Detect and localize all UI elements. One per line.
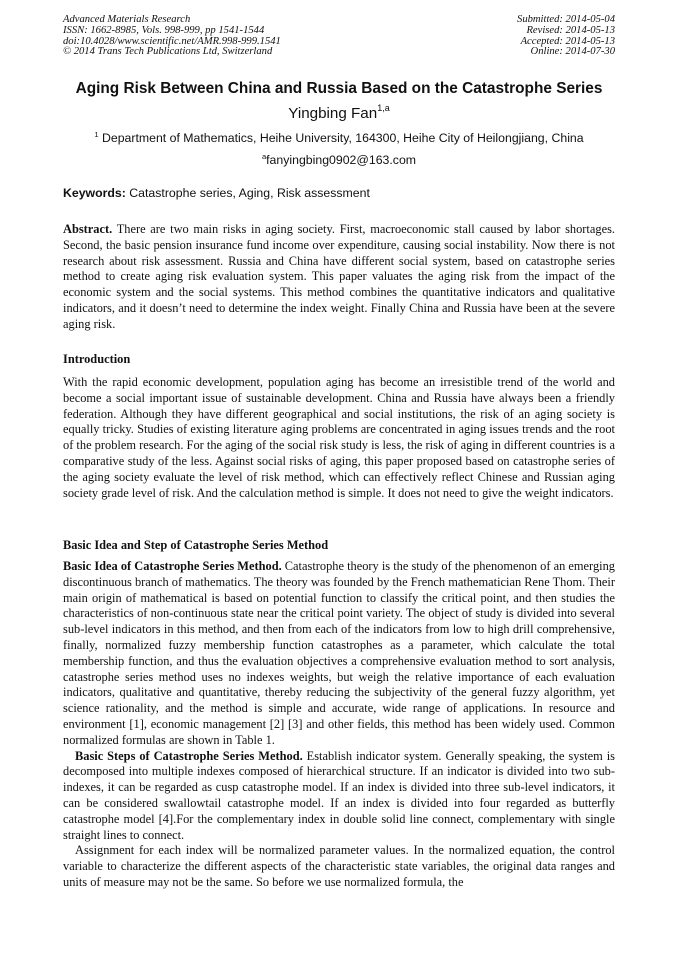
abstract [63, 222, 615, 333]
introduction-text: With the rapid economic development, population aging has become an irresistible trend of the world and become a social important issue of sustainable development. China and Russia have always been a friendly federation. Although they have different geographical and social institutions, the risk of an aging society is equally tricky. Studies of existing literature aging problems are concentrated in aging issues trends and the root of the problem research. For the aging of the social risk study is less, the risk of aging in different countries is a comparative study of the less. Against social risks of aging, this paper proposed based on catastrophe series of the aging society evaluate the level of risk method, which can effectively reflect Chinese and Russian aging society grade level of risk. And the calculation method is simple. It does not need to give the weight indicators. [63, 375, 615, 500]
doi-line[interactable]: doi:10.4028/www.scientific.net/AMR.998-999.1541 [63, 35, 281, 47]
author-name: Yingbing Fan [288, 105, 378, 123]
paper-title: Aging Risk Between China and Russia Based on the Catastrophe Series [75, 80, 603, 97]
introduction-heading: Introduction [63, 352, 131, 366]
email-sup: a [261, 152, 267, 161]
paragraph-lead: Basic Idea of Catastrophe Series Method. [63, 559, 282, 573]
paragraph [63, 559, 615, 749]
journal-name: Advanced Materials Research [63, 14, 191, 25]
keywords [63, 186, 615, 200]
abstract-text: There are two main risks in aging society. First, macroeconomic stall caused by labor shortages. Second, the basic pension insurance fund income over expenditure, causing social instability. Now there is not research about risk assessment. Russia and China have different social system, based on catastrophe series method to create aging risk evaluation system. This paper valuates the aging risk from the impact of the economic system and the social systems. This method combines the quantitative indicators and qualitative indicators, and it doesn’t need to determine the index weight. Finally China and Russia have been at the severe aging risk. [63, 222, 615, 331]
keywords-label: Keywords: [63, 186, 126, 200]
submission-dates [517, 15, 615, 58]
email-line [40, 152, 638, 167]
paragraph-lead: Basic Steps of Catastrophe Series Method. [75, 748, 303, 763]
submitted-date: Submitted: 2014-05-04 [517, 14, 615, 25]
affiliation-text: Department of Mathematics, Heihe University, 164300, Heihe City of Heilongjiang, China [101, 131, 584, 146]
affiliation [40, 130, 638, 145]
section-body [63, 559, 615, 891]
copyright-line: © 2014 Trans Tech Publications Ltd, Switzerland [63, 46, 273, 58]
email-address[interactable]: fanyingbing0902@163.com [266, 153, 417, 168]
journal-info [63, 15, 281, 58]
abstract-label: Abstract. [63, 222, 113, 236]
accepted-date: Accepted: 2014-05-13 [520, 35, 615, 47]
paragraph [63, 749, 615, 844]
paragraph-text: Catastrophe theory is the study of the phenomenon of an emerging discontinuous branch of mathematics. The theory was founded by the French mathematician Rene Thom. Their main origin of mathematical is based on potential function to classify the critical point, and then studies the characteristics of non-continuous state near the critical point variety. The object of study is divided into several sub-level indicators in this method, and then from each of the indicators from low to high drill comprehensive, finally, normalized fuzzy membership function catastrophes as a parameter, which calculate the total membership function, and thus the evaluation objectives a comprehensive evaluation method to sort analysis, catastrophe series method uses no indexes weights, but weigh the relative importance of each evaluation indicators, qualitative and quantitative, thereby reducing the subjectivity of the general fuzzy algorithm, yet science rationality, and the method is simple and accurate, wide range of applications. In resource and environment [1], economic management [2] [3] and other fields, this method has been widely used. Common normalized formulas are shown in Table 1. [63, 559, 615, 747]
journal-header [63, 15, 615, 58]
issn-line: ISSN: 1662-8985, Vols. 998-999, pp 1541-1544 [63, 24, 265, 36]
keywords-text: Catastrophe series, Aging, Risk assessment [129, 186, 370, 200]
author-sup: 1,a [377, 103, 390, 113]
introduction-body [63, 375, 615, 501]
revised-date: Revised: 2014-05-13 [526, 24, 615, 36]
affiliation-sup: 1 [94, 130, 99, 139]
online-date: Online: 2014-07-30 [530, 46, 615, 58]
section-heading: Basic Idea and Step of Catastrophe Series Method [63, 538, 329, 552]
paragraph: Assignment for each index will be normalized parameter values. In the normalized equation, the control variable to characterize the different aspects of the characteristic state variables, the original data ranges and units of measure may not be the same. So before we use normalized formula, the [63, 843, 615, 889]
paragraph-text: Establish indicator system. Generally speaking, the system is decomposed into multiple indexes composed of hierarchical structure. If an indicator is divided into two sub-indexes, it can be regarded as cusp catastrophe model. If an index is divided into three sub-level indicators, it can be considered swallowtail catastrophe model. If an index is divided into four regarded as butterfly catastrophe model [4].For the complementary index in double solid line connect, complementary with single straight lines to connect. [63, 748, 616, 842]
author-line [40, 104, 638, 122]
